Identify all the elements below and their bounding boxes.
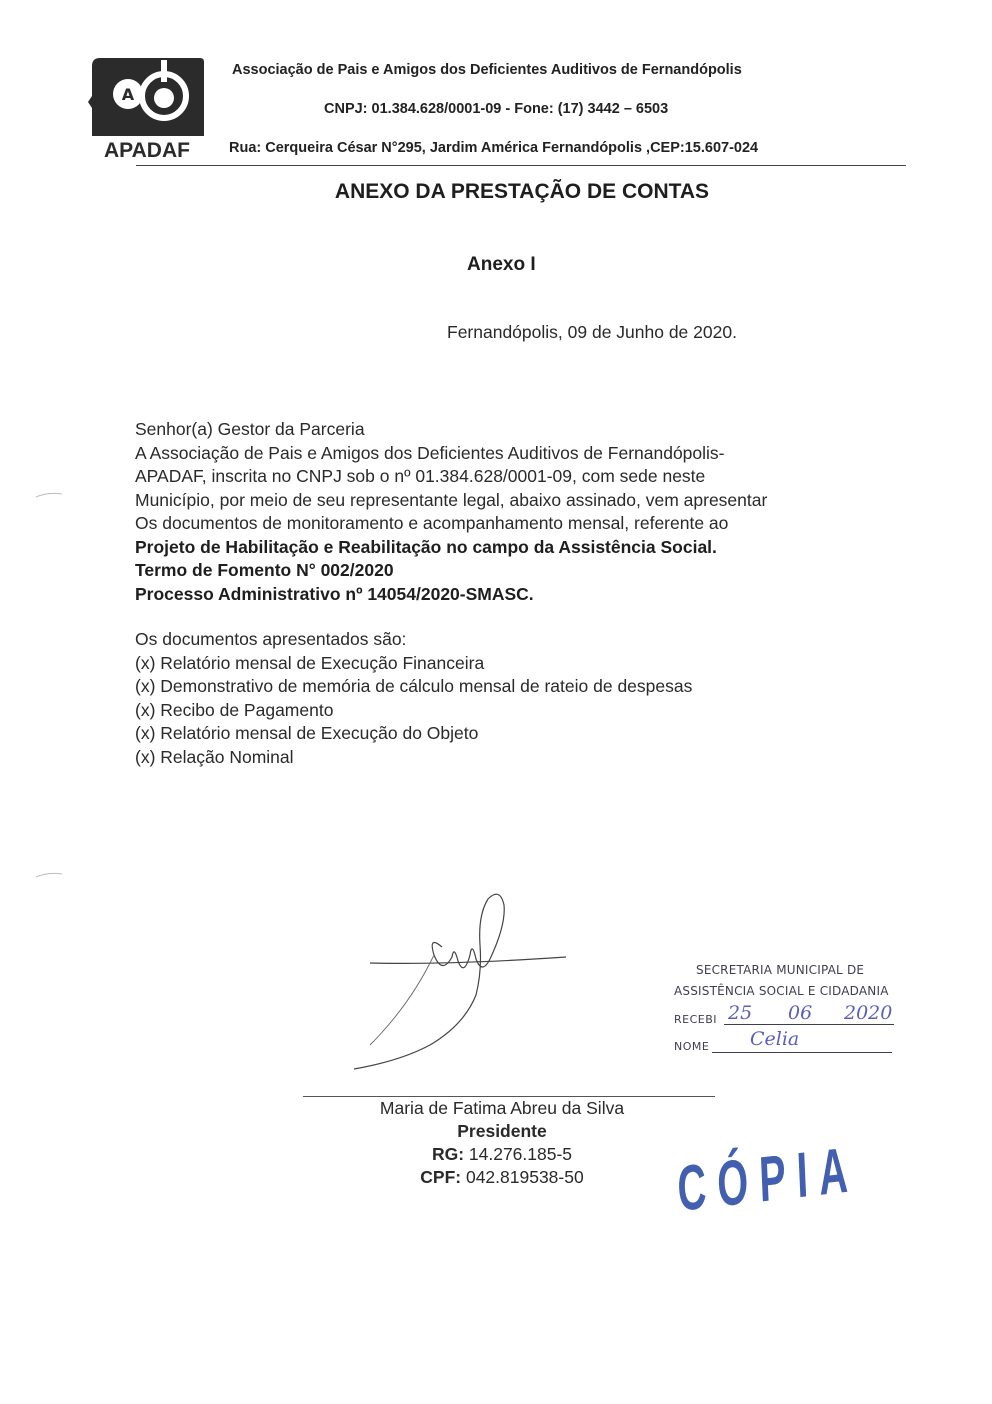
- termo-fomento: Termo de Fomento N° 002/2020: [135, 560, 394, 580]
- margin-mark: [34, 872, 64, 878]
- document-item: (x) Demonstrativo de memória de cálculo mensal de rateio de despesas: [135, 676, 693, 696]
- stamp-name-value: Celia: [750, 1028, 800, 1050]
- stamp-name-label: NOME: [674, 1040, 710, 1053]
- logo-text: APADAF: [104, 139, 190, 160]
- copy-stamp: [676, 1132, 916, 1240]
- document-item: (x) Recibo de Pagamento: [135, 699, 334, 720]
- margin-mark: [34, 492, 64, 498]
- stamp-line-1: SECRETARIA MUNICIPAL DE: [696, 963, 865, 977]
- stamp-received-label: RECEBI: [674, 1013, 718, 1026]
- copy-stamp-text: CÓPIA: [676, 1132, 861, 1225]
- header-org-name: Associação de Pais e Amigos dos Deficientes Auditivos de Fernandópolis: [232, 62, 742, 78]
- signer-cpf: CPF: 042.819538-50: [420, 1167, 584, 1187]
- stamp-received-month: 06: [788, 1002, 813, 1024]
- document-item: (x) Relatório mensal de Execução Financeira: [135, 652, 485, 673]
- body-line: Os documentos de monitoramento e acompanhamento mensal, referente ao: [135, 513, 729, 533]
- stamp-line-2: ASSISTÊNCIA SOCIAL E CIDADANIA: [674, 984, 889, 998]
- signer-rg: RG: 14.276.185-5: [431, 1144, 573, 1164]
- document-title: ANEXO DA PRESTAÇÃO DE CONTAS: [334, 180, 710, 203]
- signer-block: [302, 1097, 702, 1189]
- body-line: APADAF, inscrita no CNPJ sob o nº 01.384.628/0001-09, com sede neste: [135, 466, 706, 486]
- project-name: Projeto de Habilitação e Reabilitação no campo da Assistência Social.: [135, 536, 717, 557]
- documents-intro: Os documentos apresentados são:: [135, 629, 407, 649]
- date-line: Fernandópolis, 09 de Junho de 2020.: [447, 322, 737, 342]
- document-subtitle: Anexo I: [467, 254, 536, 275]
- signer-role: Presidente: [457, 1121, 547, 1141]
- apadaf-logo: [88, 56, 206, 160]
- processo-administrativo: Processo Administrativo nº 14054/2020-SMASC.: [135, 583, 534, 604]
- document-item: (x) Relatório mensal de Execução do Objeto: [135, 723, 479, 743]
- signer-name: Maria de Fatima Abreu da Silva: [379, 1098, 625, 1118]
- stamp-received-day: 25: [728, 1002, 753, 1024]
- header-address: Rua: Cerqueira César N°295, Jardim América Fernandópolis ,CEP:15.607-024: [229, 140, 759, 156]
- body-line: A Associação de Pais e Amigos dos Deficientes Auditivos de Fernandópolis-: [135, 442, 725, 463]
- header-divider: [136, 165, 906, 166]
- salutation: Senhor(a) Gestor da Parceria: [135, 419, 365, 439]
- body-line: Município, por meio de seu representante legal, abaixo assinado, vem apresentar: [135, 489, 768, 510]
- reception-stamp: [672, 960, 912, 1060]
- letter-body: [135, 418, 895, 769]
- stamp-received-year: 2020: [844, 1002, 893, 1024]
- header-cnpj-phone: CNPJ: 01.384.628/0001-09 - Fone: (17) 3442 – 6503: [324, 101, 669, 117]
- logo-letter: A: [121, 85, 135, 104]
- handwritten-signature: [330, 885, 570, 1075]
- document-item: (x) Relação Nominal: [135, 746, 294, 767]
